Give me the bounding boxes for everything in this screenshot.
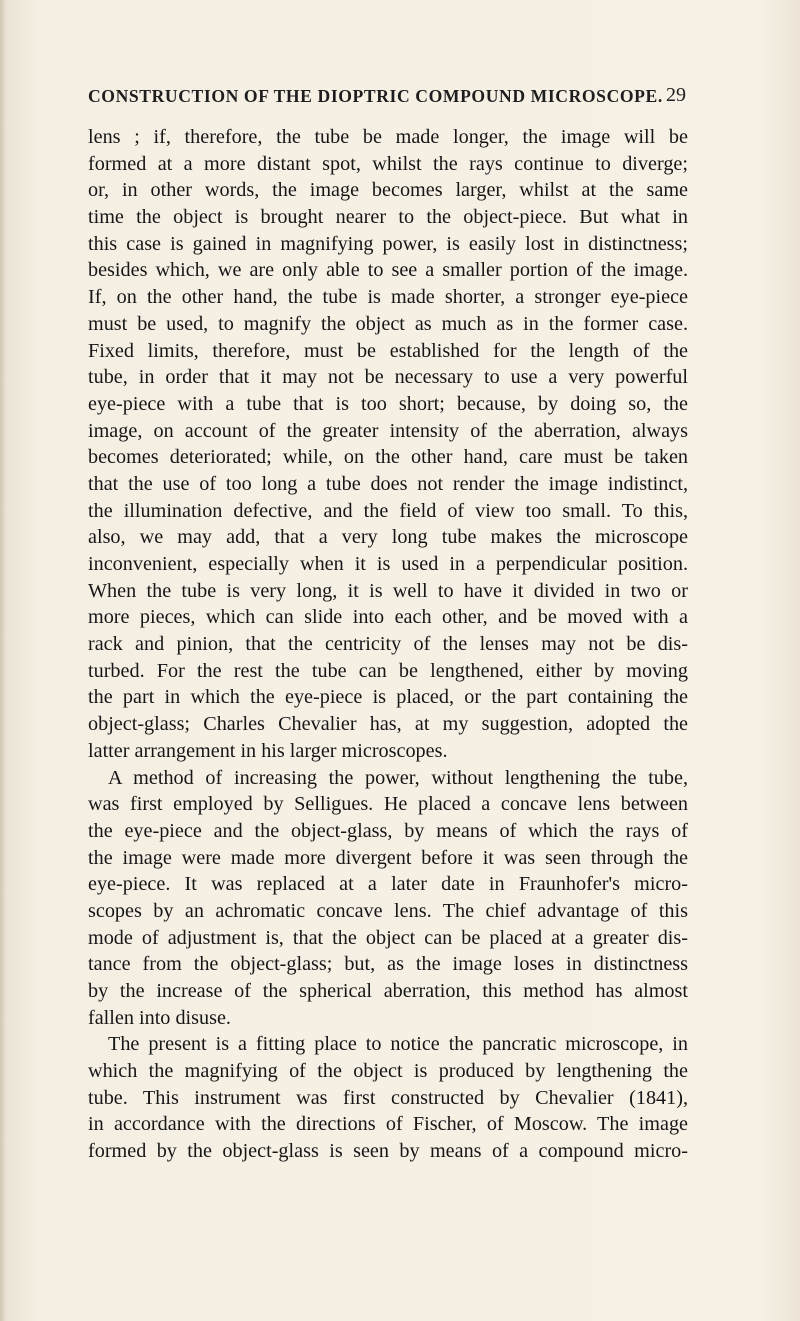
- text-line: tance from the object-glass; but, as the image loses in distinctness: [88, 953, 688, 976]
- body-text: [88, 124, 688, 1165]
- text-line: eye-piece. It was replaced at a later date in Fraunhofer's micro-: [88, 873, 688, 896]
- page-header: [88, 86, 686, 112]
- text-line: the illumination defective, and the field of view too small. To this,: [88, 499, 688, 522]
- text-line: lens ; if, therefore, the tube be made longer, the image will be: [88, 126, 688, 148]
- text-line: image, on account of the greater intensity of the aberration, always: [88, 419, 688, 442]
- text-line: latter arrangement in his larger microscopes.: [88, 739, 448, 762]
- text-line: tube. This instrument was first constructed by Chevalier (1841),: [88, 1086, 688, 1109]
- text-line: A method of increasing the power, without lengthening the tube,: [108, 766, 688, 789]
- text-line: formed at a more distant spot, whilst the rays continue to diverge;: [88, 152, 688, 175]
- running-head: CONSTRUCTION OF THE DIOPTRIC COMPOUND MICROSCOPE.: [88, 86, 663, 106]
- text-line: or, in other words, the image becomes larger, whilst at the same: [88, 179, 688, 202]
- text-line: besides which, we are only able to see a smaller portion of the image.: [88, 259, 688, 282]
- text-line: this case is gained in magnifying power, is easily lost in distinctness;: [88, 232, 688, 255]
- text-line: the image were made more divergent before it was seen through the: [88, 846, 688, 869]
- text-line: more pieces, which can slide into each other, and be moved with a: [88, 606, 688, 629]
- text-line: scopes by an achromatic concave lens. The chief advantage of this: [88, 899, 688, 922]
- text-line: mode of adjustment is, that the object can be placed at a greater dis-: [88, 926, 688, 949]
- text-line: time the object is brought nearer to the object-piece. But what in: [88, 206, 688, 229]
- text-line: If, on the other hand, the tube is made shorter, a stronger eye-piece: [88, 286, 688, 309]
- text-line: was first employed by Selligues. He placed a concave lens between: [88, 793, 688, 816]
- text-line: When the tube is very long, it is well to have it divided in two or: [88, 579, 688, 602]
- text-line: object-glass; Charles Chevalier has, at my suggestion, adopted the: [88, 713, 688, 736]
- text-line: must be used, to magnify the object as much as in the former case.: [88, 312, 688, 335]
- text-line: The present is a fitting place to notice the pancratic microscope, in: [108, 1033, 688, 1056]
- text-line: eye-piece with a tube that is too short; because, by doing so, the: [88, 392, 688, 415]
- text-line: inconvenient, especially when it is used in a perpendicular position.: [88, 553, 688, 575]
- text-line: the part in which the eye-piece is placed, or the part containing the: [88, 686, 688, 709]
- text-line: rack and pinion, that the centricity of the lenses may not be dis-: [88, 633, 688, 656]
- page-number: 29: [666, 84, 686, 106]
- text-line: turbed. For the rest the tube can be lengthened, either by moving: [88, 659, 688, 682]
- text-line: that the use of too long a tube does not render the image indistinct,: [88, 472, 688, 495]
- text-line: becomes deteriorated; while, on the other hand, care must be taken: [88, 446, 688, 469]
- text-line: in accordance with the directions of Fischer, of Moscow. The image: [88, 1113, 688, 1136]
- page-gutter-shadow: [0, 0, 6, 1321]
- text-line: also, we may add, that a very long tube makes the microscope: [88, 526, 688, 549]
- text-line: formed by the object-glass is seen by means of a compound micro-: [88, 1140, 688, 1163]
- text-line: by the increase of the spherical aberration, this method has almost: [88, 980, 688, 1003]
- text-line: the eye-piece and the object-glass, by means of which the rays of: [88, 819, 688, 842]
- text-line: tube, in order that it may not be necessary to use a very powerful: [88, 366, 688, 389]
- text-line: fallen into disuse.: [88, 1006, 231, 1029]
- text-line: which the magnifying of the object is produced by lengthening the: [88, 1060, 688, 1083]
- text-line: Fixed limits, therefore, must be established for the length of the: [88, 339, 688, 362]
